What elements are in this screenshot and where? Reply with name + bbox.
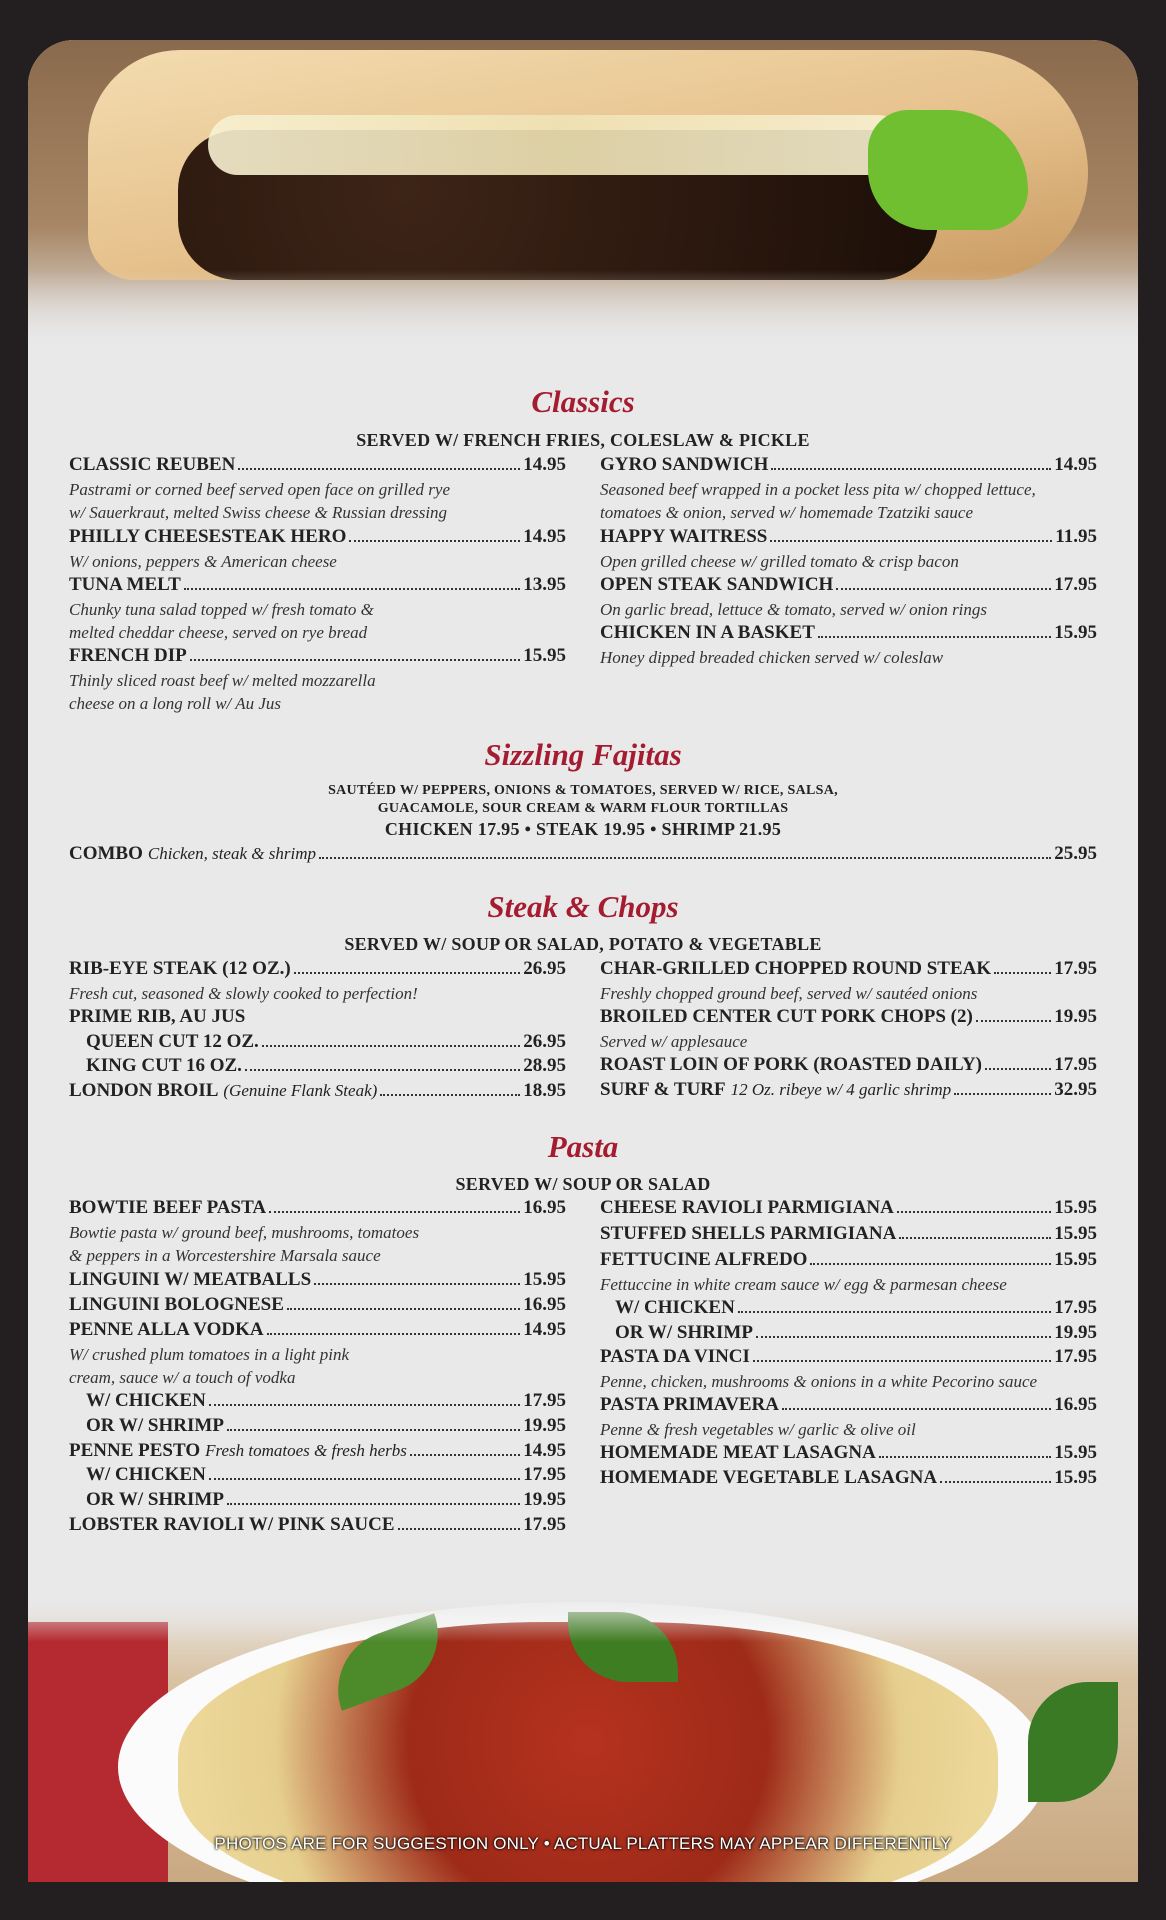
menu-item: LINGUINI BOLOGNESE 16.95 — [69, 1294, 566, 1315]
item-description: Served w/ applesauce — [600, 1032, 748, 1051]
section-title-classics: Classics — [531, 384, 635, 419]
menu-item: FETTUCINE ALFREDO 15.95 — [600, 1249, 1097, 1270]
menu-item: CHICKEN IN A BASKET 15.95 — [600, 622, 1097, 643]
menu-item: PHILLY CHEESESTEAK HERO 14.95 — [69, 526, 566, 547]
menu-item: BOWTIE BEEF PASTA 16.95 — [69, 1197, 566, 1218]
item-description: Bowtie pasta w/ ground beef, mushrooms, tomatoes — [69, 1223, 420, 1242]
item-description: Pastrami or corned beef served open face on grilled rye — [69, 480, 450, 499]
menu-item: OR W/ SHRIMP 19.95 — [86, 1489, 566, 1510]
item-description: w/ Sauerkraut, melted Swiss cheese & Russian dressing — [69, 503, 448, 522]
menu-item: KING CUT 16 OZ. 28.95 — [86, 1055, 566, 1076]
section-title-steak-chops: Steak & Chops — [487, 889, 679, 924]
menu-item: STUFFED SHELLS PARMIGIANA 15.95 — [600, 1223, 1097, 1244]
menu-item: OPEN STEAK SANDWICH 17.95 — [600, 574, 1097, 595]
menu-item: CHAR-GRILLED CHOPPED ROUND STEAK 17.95 — [600, 958, 1097, 979]
item-description: Penne & fresh vegetables w/ garlic & olive oil — [600, 1420, 916, 1439]
item-description: cream, sauce w/ a touch of vodka — [69, 1368, 296, 1387]
menu-item: TUNA MELT 13.95 — [69, 574, 566, 595]
menu-page — [28, 40, 1138, 1882]
menu-item: PENNE PESTO Fresh tomatoes & fresh herbs 14.95 — [69, 1440, 566, 1461]
item-description: tomatoes & onion, served w/ homemade Tzatziki sauce — [600, 503, 974, 522]
section-subtitle-classics: SERVED W/ FRENCH FRIES, COLESLAW & PICKLE — [356, 430, 810, 450]
menu-item: PASTA DA VINCI 17.95 — [600, 1346, 1097, 1367]
item-description: Fettuccine in white cream sauce w/ egg & parmesan cheese — [600, 1275, 1007, 1294]
item-description: On garlic bread, lettuce & tomato, served w/ onion rings — [600, 600, 988, 619]
menu-item: HOMEMADE MEAT LASAGNA 15.95 — [600, 1442, 1097, 1463]
item-description: Open grilled cheese w/ grilled tomato & crisp bacon — [600, 552, 959, 571]
menu-item: OR W/ SHRIMP 19.95 — [615, 1322, 1097, 1343]
menu-item: ROAST LOIN OF PORK (ROASTED DAILY) 17.95 — [600, 1054, 1097, 1075]
menu-item: RIB-EYE STEAK (12 OZ.) 26.95 — [69, 958, 566, 979]
section-subtitle-pasta: SERVED W/ SOUP OR SALAD — [455, 1174, 711, 1194]
pasta-bolognese-photo — [28, 1592, 1138, 1882]
item-description: Thinly sliced roast beef w/ melted mozzarella — [69, 671, 376, 690]
menu-item: W/ CHICKEN 17.95 — [86, 1390, 566, 1411]
item-description: Penne, chicken, mushrooms & onions in a white Pecorino sauce — [600, 1372, 1038, 1391]
menu-item: COMBO Chicken, steak & shrimp 25.95 — [69, 843, 1097, 864]
menu-item: LOBSTER RAVIOLI W/ PINK SAUCE 17.95 — [69, 1514, 566, 1535]
menu-item: PASTA PRIMAVERA 16.95 — [600, 1394, 1097, 1415]
menu-item: SURF & TURF 12 Oz. ribeye w/ 4 garlic shrimp 32.95 — [600, 1079, 1097, 1100]
item-description: cheese on a long roll w/ Au Jus — [69, 694, 282, 713]
item-description: Chunky tuna salad topped w/ fresh tomato & — [69, 600, 374, 619]
menu-item: LINGUINI W/ MEATBALLS 15.95 — [69, 1269, 566, 1290]
section-title-fajitas: Sizzling Fajitas — [484, 737, 682, 772]
menu-item: PENNE ALLA VODKA 14.95 — [69, 1319, 566, 1340]
section-subtitle-fajitas: SAUTÉED W/ PEPPERS, ONIONS & TOMATOES, SERVED W/ RICE, SALSA, — [328, 783, 838, 798]
menu-item: GYRO SANDWICH 14.95 — [600, 454, 1097, 475]
section-subtitle-steak-chops: SERVED W/ SOUP OR SALAD, POTATO & VEGETABLE — [344, 934, 822, 954]
menu-item: HOMEMADE VEGETABLE LASAGNA 15.95 — [600, 1467, 1097, 1488]
item-description: Honey dipped breaded chicken served w/ coleslaw — [600, 648, 944, 667]
item-description: Seasoned beef wrapped in a pocket less pita w/ chopped lettuce, — [600, 480, 1036, 499]
fajita-prices: CHICKEN 17.95 • STEAK 19.95 • SHRIMP 21.95 — [384, 819, 782, 839]
photo-disclaimer: PHOTOS ARE FOR SUGGESTION ONLY • ACTUAL PLATTERS MAY APPEAR DIFFERENTLY — [214, 1834, 952, 1853]
item-description: Freshly chopped ground beef, served w/ sautéed onions — [600, 984, 978, 1003]
item-description: & peppers in a Worcestershire Marsala sauce — [69, 1246, 381, 1265]
menu-item: FRENCH DIP 15.95 — [69, 645, 566, 666]
menu-item: CLASSIC REUBEN 14.95 — [69, 454, 566, 475]
menu-item: W/ CHICKEN 17.95 — [86, 1464, 566, 1485]
menu-item: HAPPY WAITRESS 11.95 — [600, 526, 1097, 547]
menu-item: W/ CHICKEN 17.95 — [615, 1297, 1097, 1318]
item-description: W/ crushed plum tomatoes in a light pink — [69, 1345, 350, 1364]
steak-sandwich-photo — [28, 40, 1138, 350]
menu-item: BROILED CENTER CUT PORK CHOPS (2) 19.95 — [600, 1006, 1097, 1027]
menu-item: PRIME RIB, AU JUS — [69, 1006, 246, 1027]
menu-item: CHEESE RAVIOLI PARMIGIANA 15.95 — [600, 1197, 1097, 1218]
item-description: Fresh cut, seasoned & slowly cooked to perfection! — [69, 984, 418, 1003]
item-description: melted cheddar cheese, served on rye bread — [69, 623, 368, 642]
section-subtitle-fajitas: GUACAMOLE, SOUR CREAM & WARM FLOUR TORTILLAS — [377, 801, 789, 816]
menu-item: OR W/ SHRIMP 19.95 — [86, 1415, 566, 1436]
menu-item: QUEEN CUT 12 OZ. 26.95 — [86, 1031, 566, 1052]
section-title-pasta: Pasta — [547, 1129, 619, 1164]
menu-item: LONDON BROIL (Genuine Flank Steak) 18.95 — [69, 1080, 566, 1101]
item-description: W/ onions, peppers & American cheese — [69, 552, 337, 571]
